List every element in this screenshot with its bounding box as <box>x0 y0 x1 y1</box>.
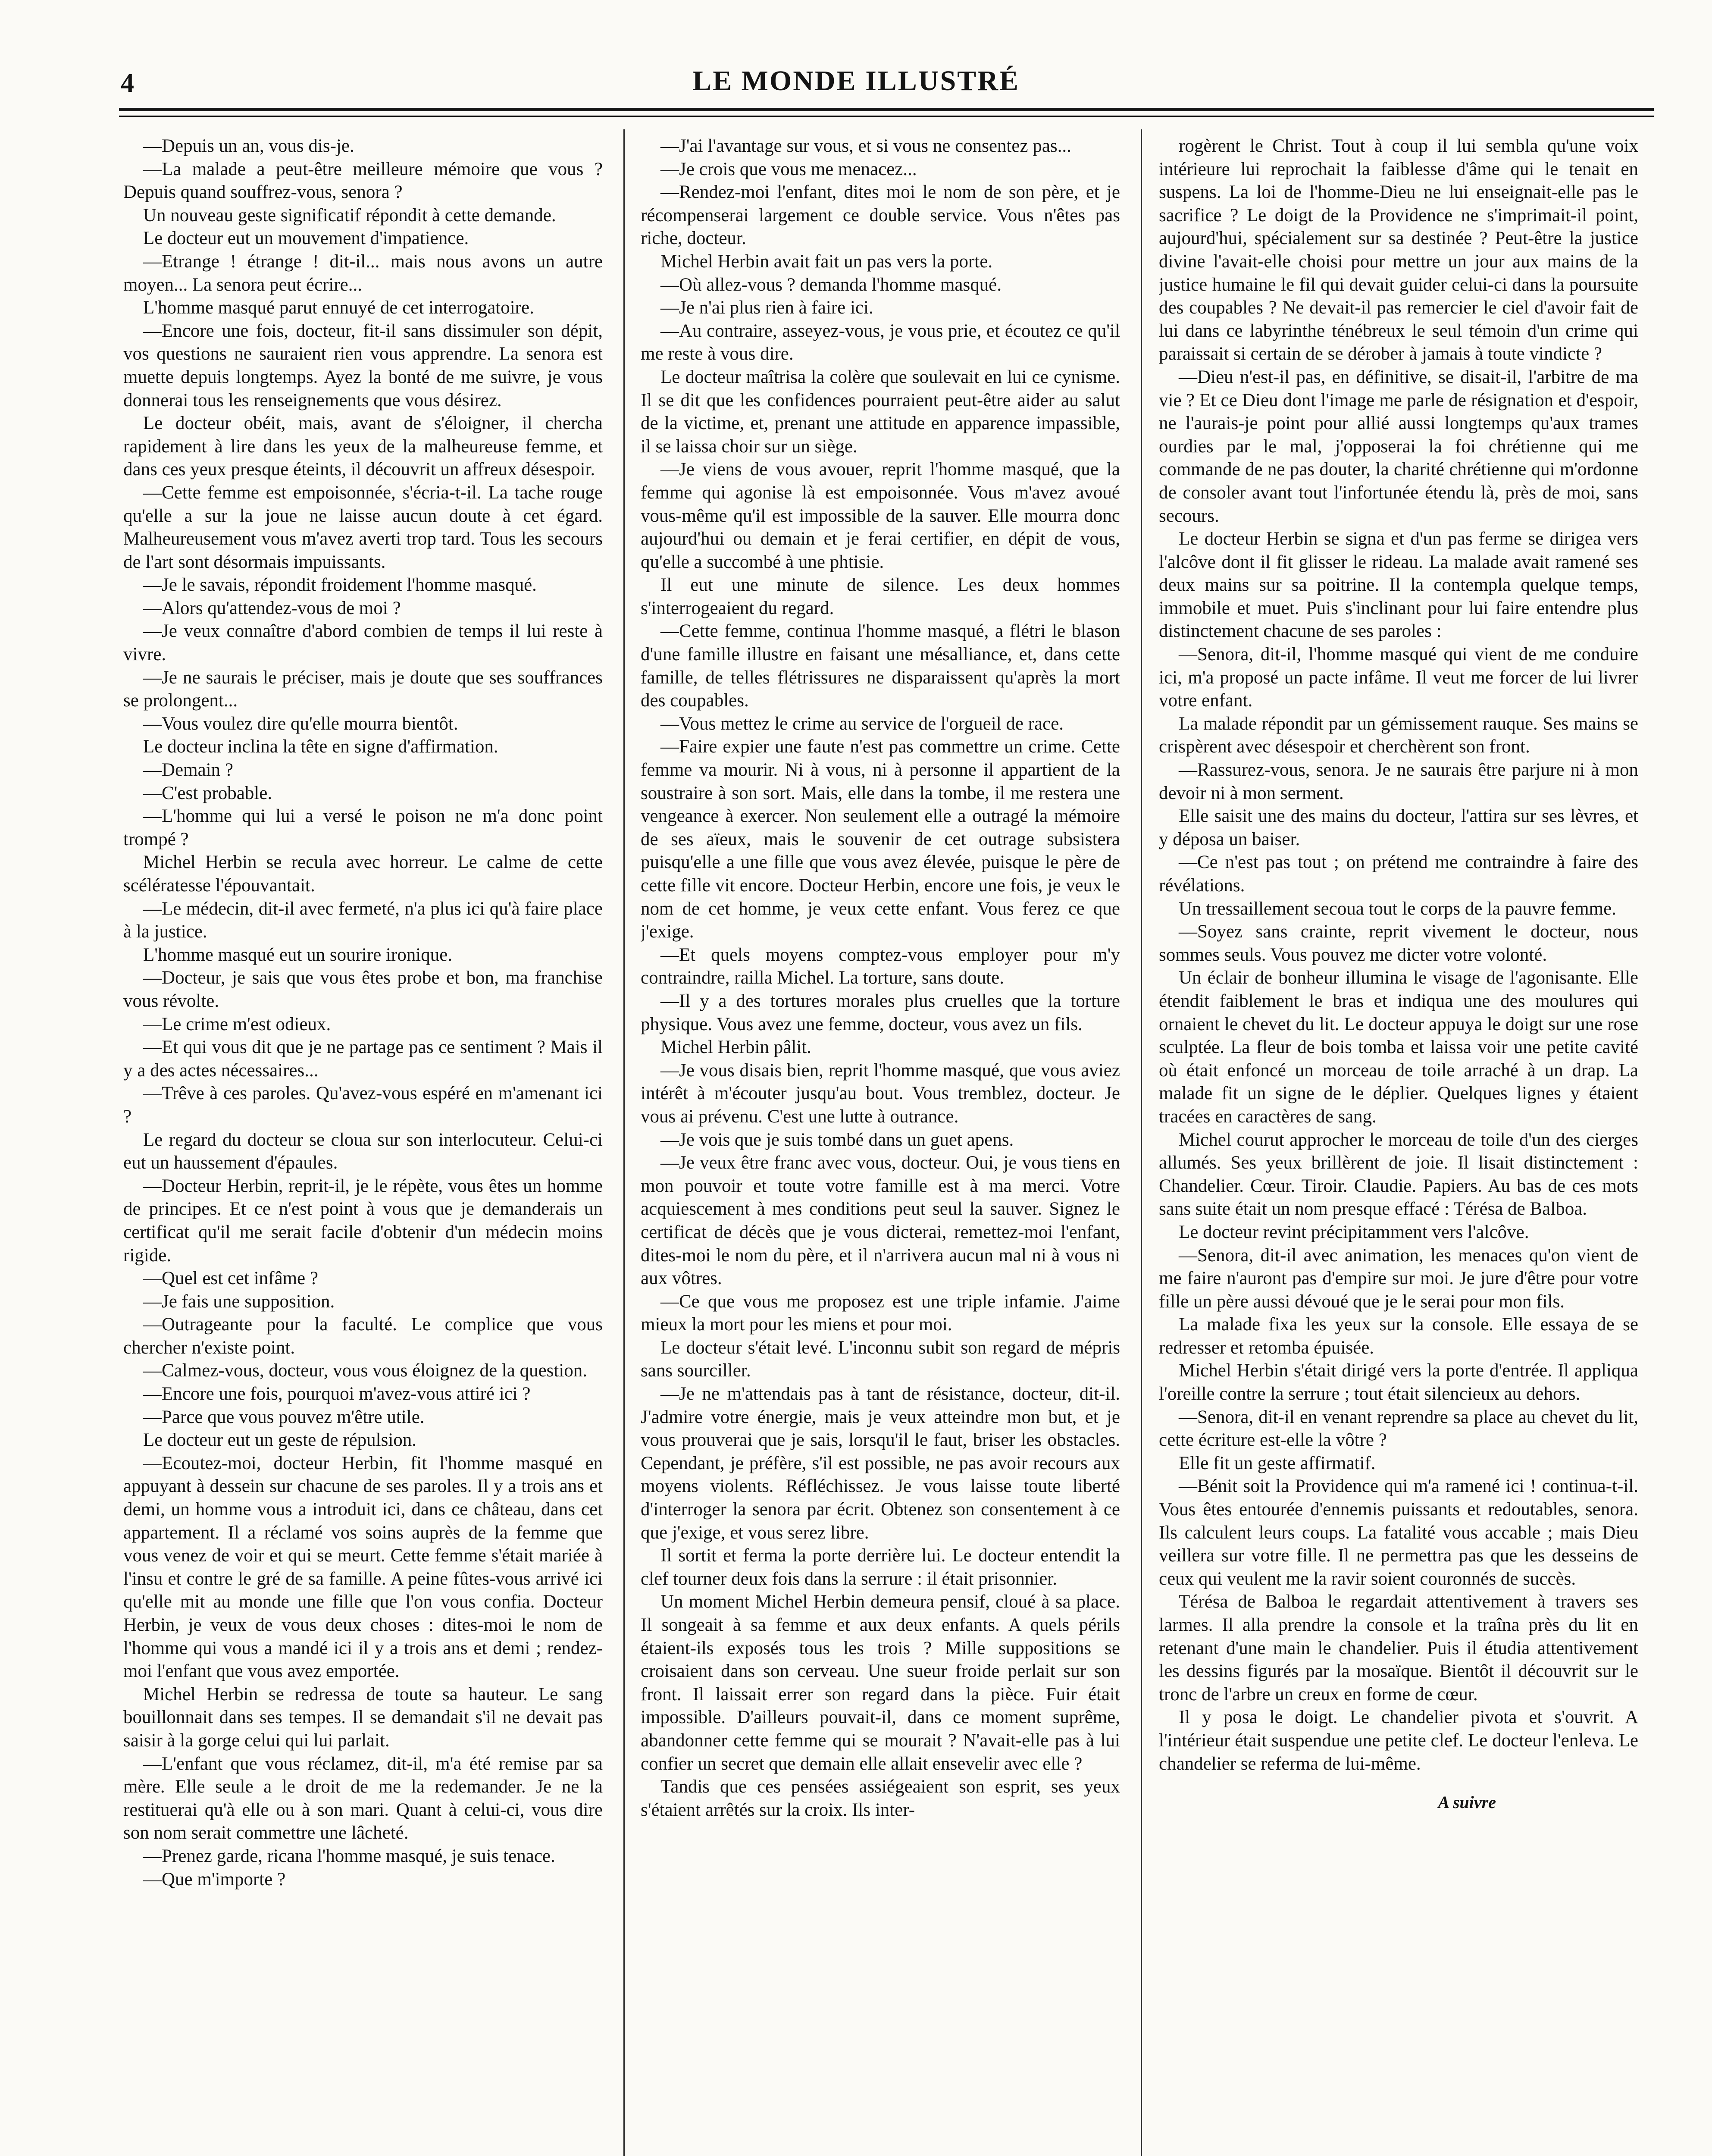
paragraph: —Je fais une supposition. <box>143 1291 335 1312</box>
paragraph: —Quel est cet infâme ? <box>143 1268 318 1289</box>
paragraph: —Alors qu'attendez-vous de moi ? <box>143 598 401 618</box>
header-rule-thick <box>119 108 1654 111</box>
paragraph: Michel Herbin se redressa de toute sa hauteur. Le sang bouillonnait dans ses tempes. Il se demandait s'il ne devait pas saisir à la gorge celui qui lui parlait. <box>123 1684 603 1751</box>
paragraph: Le docteur maîtrisa la colère que soulevait en lui ce cynisme. Il se dit que les confidences pourraient peut-être aider au salut de la victime, et, prenant une attitude en apparence impassible, il se laissa choir sur un siège. <box>641 367 1120 457</box>
paragraph: —Rassurez-vous, senora. Je ne saurais être parjure ni à mon devoir ni à mon serment. <box>1159 760 1638 803</box>
paragraph: Le docteur eut un geste de répulsion. <box>143 1430 417 1451</box>
page-number: 4 <box>121 69 134 98</box>
paragraph: Michel Herbin pâlit. <box>660 1037 811 1058</box>
paragraph: —Le crime m'est odieux. <box>143 1014 331 1034</box>
masthead-title: LE MONDE ILLUSTRÉ <box>692 65 1020 97</box>
paragraph: —Que m'importe ? <box>143 1869 286 1890</box>
paragraph: —Et qui vous dit que je ne partage pas ce sentiment ? Mais il y a des actes nécessaires... <box>123 1037 603 1081</box>
paragraph: Un éclair de bonheur illumina le visage de l'agonisante. Elle étendit faiblement le bras et indiqua une des moulures qui ornaient le chevet du lit. Le docteur appuya le doigt sur une rose sculptée. La fleur de bois tomba et laissa voir une petite cavité où était enfoncé un morceau de toile arraché à un drap. La malade fit un signe de le déplier. Quelques lignes y étaient tracées en caractères de sang. <box>1159 968 1638 1127</box>
paragraph: La malade répondit par un gémissement rauque. Ses mains se crispèrent avec désespoir et cherchèrent son front. <box>1159 713 1638 757</box>
paragraph: —Soyez sans crainte, reprit vivement le docteur, nous sommes seuls. Vous pouvez me dicter votre volonté. <box>1159 921 1638 965</box>
paragraph: Le docteur inclina la tête en signe d'affirmation. <box>143 736 498 757</box>
paragraph: —Ce n'est pas tout ; on prétend me contraindre à faire des révélations. <box>1159 852 1638 896</box>
paragraph: —Je ne m'attendais pas à tant de résistance, docteur, dit-il. J'admire votre énergie, mais je veux atteindre mon but, et je vous prouverai que je sais, lorsqu'il le faut, briser les obstacles. Cependant, je préfère, s'il est possible, ne pas avoir recours aux moyens violents. Réfléchissez. Je vous laisse toute liberté d'interroger la senora par écrit. Obtenez son consentement à ce que j'exige, et vous serez libre. <box>641 1384 1120 1543</box>
paragraph: —Bénit soit la Providence qui m'a ramené ici ! continua-t-il. Vous êtes entourée d'ennemis puissants et redoutables, senora. Ils calculent leurs coups. La fatalité vous accable ; mais Dieu veillera sur votre fille. Il ne permettra pas que les desseins de ceux qui veulent me la ravir soient couronnés de succès. <box>1159 1476 1638 1589</box>
paragraph: —Au contraire, asseyez-vous, je vous prie, et écoutez ce qu'il me reste à vous dire. <box>641 320 1120 364</box>
paragraph: —Outrageante pour la faculté. Le complice que vous chercher n'existe point. <box>123 1314 603 1358</box>
paragraph: —Trêve à ces paroles. Qu'avez-vous espéré en m'amenant ici ? <box>123 1083 603 1127</box>
paragraph: —Senora, dit-il avec animation, les menaces qu'on vient de me faire n'auront pas d'empire sur moi. Je jure d'être pour votre fille un père aussi dévoué que je le serai pour mon fils. <box>1159 1245 1638 1312</box>
paragraph: Le regard du docteur se cloua sur son interlocuteur. Celui-ci eut un haussement d'épaules. <box>123 1129 603 1173</box>
paragraph: Le docteur s'était levé. L'inconnu subit son regard de mépris sans sourciller. <box>641 1337 1120 1381</box>
paragraph: —Où allez-vous ? demanda l'homme masqué. <box>660 274 1002 295</box>
paragraph: —Faire expier une faute n'est pas commettre un crime. Cette femme va mourir. Ni à vous, ni à personne il appartient de la soustraire à son sort. Mais, elle dans la tombe, il me restera une vengeance à exercer. Non seulement elle a outragé la mémoire de ses aïeux, mais le souvenir de cet outrage subsistera puisqu'elle a une fille que vous avez élevée, puisque le père de cette fille vit encore. Docteur Herbin, encore une fois, je veux le nom de cet homme, je veux cette enfant. Vous ferez ce que j'exige. <box>641 736 1120 942</box>
paragraph: —Docteur Herbin, reprit-il, je le répète, vous êtes un homme de principes. Et ce n'est point à vous que je demanderais un certificat qu'il me serait facile d'obtenir d'un médecin moins rigide. <box>123 1175 603 1266</box>
paragraph: Le docteur obéit, mais, avant de s'éloigner, il chercha rapidement à lire dans les yeux de la malheureuse femme, et dans ces yeux presque éteints, il découvrit un affreux désespoir. <box>123 413 603 480</box>
paragraph: Elle fit un geste affirmatif. <box>1179 1453 1376 1473</box>
paragraph: —Depuis un an, vous dis-je. <box>143 136 354 156</box>
paragraph: —Je viens de vous avouer, reprit l'homme masqué, que la femme qui agonise là est empoisonnée. Vous m'avez avoué vous-même qu'il est impossible de la sauver. Elle mourra donc aujourd'hui ou demain et je ferai certifier, en dépit de vous, qu'elle a succombé à une phtisie. <box>641 459 1120 572</box>
paragraph: —C'est probable. <box>143 783 272 803</box>
paragraph: Michel courut approcher le morceau de toile d'un des cierges allumés. Ses yeux brillèrent de joie. Il lisait distinctement : Chandelier. Cœur. Tiroir. Claudie. Papiers. Au bas de ces mots sans suite était un nom presque effacé : Térésa de Balboa. <box>1159 1129 1638 1219</box>
paragraph: —Je crois que vous me menacez... <box>660 159 917 179</box>
paragraph: —Docteur, je sais que vous êtes probe et bon, ma franchise vous révolte. <box>123 968 603 1011</box>
paragraph: —Et quels moyens comptez-vous employer pour m'y contraindre, railla Michel. La torture, sans doute. <box>641 944 1120 988</box>
paragraph: —La malade a peut-être meilleure mémoire que vous ? Depuis quand souffrez-vous, senora ? <box>123 159 603 203</box>
paragraph: Michel Herbin s'était dirigé vers la porte d'entrée. Il appliqua l'oreille contre la serrure ; tout était silencieux au dehors. <box>1159 1360 1638 1404</box>
paragraph: —Je le savais, répondit froidement l'homme masqué. <box>143 575 537 595</box>
paragraph: Le docteur Herbin se signa et d'un pas ferme se dirigea vers l'alcôve dont il fit glisser le rideau. La malade avait ramené ses deux mains sur sa poitrine. Il la contempla quelque temps, immobile et muet. Puis s'inclinant pour lui faire entendre plus distinctement chacune de ses paroles : <box>1159 529 1638 642</box>
paragraph: —Vous mettez le crime au service de l'orgueil de race. <box>660 713 1064 734</box>
column-separator <box>623 129 625 2156</box>
paragraph: Tandis que ces pensées assiégeaient son esprit, ses yeux s'étaient arrêtés sur la croix. Ils inter- <box>641 1777 1120 1820</box>
paragraph: Il sortit et ferma la porte derrière lui. Le docteur entendit la clef tourner deux fois dans la serrure : il était prisonnier. <box>641 1545 1120 1589</box>
text-column-3 <box>1159 135 1638 2156</box>
paragraph: —Senora, dit-il en venant reprendre sa place au chevet du lit, cette écriture est-elle la vôtre ? <box>1159 1407 1638 1451</box>
paragraph: Le docteur revint précipitamment vers l'alcôve. <box>1179 1222 1529 1242</box>
paragraph: —Il y a des tortures morales plus cruelles que la torture physique. Vous avez une femme, docteur, vous avez un fils. <box>641 990 1120 1034</box>
paragraph: rogèrent le Christ. Tout à coup il lui sembla qu'une voix intérieure lui reprochait la faiblesse d'âme qui le tenait en suspens. La loi de l'homme-Dieu ne lui enseignait-elle pas le sacrifice ? Le doigt de la Providence ne s'imprimait-il point, aujourd'hui, spécialement sur sa destinée ? Peut-être la justice divine l'avait-elle choisi pour mettre un jour aux mains de la justice humaine le fil qui devait guider celui-ci dans la poursuite des coupables ? Ne devait-il pas remercier le ciel d'avoir fait de lui dans ce labyrinthe ténébreux le seul témoin d'un crime qui paraissait si certain de se dérober à jamais à toute vindicte ? <box>1159 136 1638 364</box>
paragraph: Le docteur eut un mouvement d'impatience. <box>143 228 469 249</box>
continued-note: A suivre <box>1438 1792 1496 1812</box>
paragraph: Un moment Michel Herbin demeura pensif, cloué à sa place. Il songeait à sa femme et aux deux enfants. A quels périls étaient-ils exposés tous les trois ? Mille suppositions se croisaient dans son cerveau. Une sueur froide perlait sur son front. Il laissait errer son regard dans la pièce. Fuir était impossible. D'ailleurs pouvait-il, dans ce moment suprême, abandonner cette femme qui se mourait ? N'avait-elle pas à lui confier un secret que demain elle allait ensevelir avec elle ? <box>641 1592 1120 1774</box>
paragraph: —Ce que vous me proposez est une triple infamie. J'aime mieux la mort pour les miens et pour moi. <box>641 1291 1120 1335</box>
paragraph: La malade fixa les yeux sur la console. Elle essaya de se redresser et retomba épuisée. <box>1159 1314 1638 1358</box>
paragraph: Térésa de Balboa le regardait attentivement à travers ses larmes. Il alla prendre la console et la traîna près du lit en retenant d'une main le chandelier. Puis il étudia attentivement les dessins figurés par la mosaïque. Bientôt il découvrit sur le tronc de l'arbre un creux en forme de cœur. <box>1159 1592 1638 1705</box>
paragraph: —Je ne saurais le préciser, mais je doute que ses souffrances se prolongent... <box>123 667 603 711</box>
paragraph: —Encore une fois, docteur, fit-il sans dissimuler son dépit, vos questions ne sauraient rien vous apprendre. La senora est muette depuis longtemps. Ayez la bonté de me suivre, je vous donnerai tous les renseignements que vous désirez. <box>123 320 603 411</box>
paragraph: —Je vous disais bien, reprit l'homme masqué, que vous aviez intérêt à m'écouter jusqu'au bout. Vous tremblez, docteur. Je vous ai prévenu. C'est une lutte à outrance. <box>641 1060 1120 1127</box>
paragraph: L'homme masqué eut un sourire ironique. <box>143 944 453 965</box>
paragraph: —Je vois que je suis tombé dans un guet apens. <box>660 1129 1014 1150</box>
paragraph: —J'ai l'avantage sur vous, et si vous ne consentez pas... <box>660 136 1071 156</box>
paragraph: —Senora, dit-il, l'homme masqué qui vient de me conduire ici, m'a proposé un pacte infâme. Il veut me forcer de lui livrer votre enfant. <box>1159 644 1638 711</box>
paragraph: Un nouveau geste significatif répondit à cette demande. <box>143 205 556 226</box>
paragraph: —Calmez-vous, docteur, vous vous éloignez de la question. <box>143 1360 588 1381</box>
paragraph: Il eut une minute de silence. Les deux hommes s'interrogeaient du regard. <box>641 575 1120 618</box>
paragraph: —Je veux connaître d'abord combien de temps il lui reste à vivre. <box>123 621 603 665</box>
paragraph: Elle saisit une des mains du docteur, l'attira sur ses lèvres, et y déposa un baiser. <box>1159 806 1638 849</box>
paragraph: —Ecoutez-moi, docteur Herbin, fit l'homme masqué en appuyant à dessein sur chacune de ses paroles. Il y a trois ans et demi, un homme vous a introduit ici, dans ce château, dans cet appartement. Il a réclamé vos soins auprès de la femme que vous venez de voir et qui se meurt. Cette femme s'était mariée à l'insu et contre le gré de sa famille. A peine fûtes-vous arrivé ici qu'elle mit au monde une fille que l'on vous confia. Docteur Herbin, je veux de vous deux choses : dites-moi le nom de l'homme qui vous a mandé ici il y a trois ans et demi ; rendez-moi l'enfant que vous avez emportée. <box>123 1453 603 1682</box>
paragraph: —Je veux être franc avec vous, docteur. Oui, je vous tiens en mon pouvoir et toute votre famille est à ma merci. Votre acquiescement à mes conditions peut seul la sauver. Signez le certificat de décès que je vous dicterai, remettez-moi l'enfant, dites-moi le nom du père, et il n'arrivera aucun mal ni à vous ni aux vôtres. <box>641 1153 1120 1289</box>
paragraph: —Etrange ! étrange ! dit-il... mais nous avons un autre moyen... La senora peut écrire... <box>123 251 603 295</box>
paragraph: —Rendez-moi l'enfant, dites moi le nom de son père, et je récompenserai largement ce double service. Vous n'êtes pas riche, docteur. <box>641 182 1120 249</box>
paragraph: —L'homme qui lui a versé le poison ne m'a donc point trompé ? <box>123 806 603 849</box>
paragraph: Michel Herbin se recula avec horreur. Le calme de cette scélératesse l'épouvantait. <box>123 852 603 896</box>
paragraph: —Cette femme, continua l'homme masqué, a flétri le blason d'une famille illustre en faisant une mésalliance, et, dans cette famille, de telles flétrissures ne disparaissent qu'après la mort des coupables. <box>641 621 1120 711</box>
paragraph: —Vous voulez dire qu'elle mourra bientôt. <box>143 713 458 734</box>
paragraph: —Prenez garde, ricana l'homme masqué, je suis tenace. <box>143 1846 555 1866</box>
paragraph: —Encore une fois, pourquoi m'avez-vous attiré ici ? <box>143 1384 531 1404</box>
paragraph: —Je n'ai plus rien à faire ici. <box>660 298 873 318</box>
paragraph: —Dieu n'est-il pas, en définitive, se disait-il, l'arbitre de ma vie ? Et ce Dieu dont l'image me parle de résignation et d'espoir, ne l'aurais-je point pour allié aussi longtemps qu'aux trames ourdies par le mal, j'opposerai la foi chrétienne qui me commande de ne pas douter, la charité chrétienne qui m'ordonne de consoler avant tout l'infortunée étendu là, près de moi, sans secours. <box>1159 367 1638 526</box>
header-rule-thin <box>119 116 1654 117</box>
paragraph: —L'enfant que vous réclamez, dit-il, m'a été remise par sa mère. Elle seule a le droit de me la redemander. Je ne la restituerai qu'à elle ou à son mari. Quant à celui-ci, vous dire son nom serait commettre une lâcheté. <box>123 1753 603 1843</box>
paragraph: Michel Herbin avait fait un pas vers la porte. <box>660 251 993 272</box>
text-column-2 <box>641 135 1120 2156</box>
paragraph: —Demain ? <box>143 760 233 780</box>
paragraph: —Cette femme est empoisonnée, s'écria-t-il. La tache rouge qu'elle a sur la joue ne laisse aucun doute à cet égard. Malheureusement vous m'avez averti trop tard. Tous les secours de l'art sont désormais impuissants. <box>123 482 603 572</box>
column-separator <box>1141 129 1142 2156</box>
text-column-1 <box>123 135 603 2156</box>
paragraph: —Parce que vous pouvez m'être utile. <box>143 1407 425 1427</box>
paragraph: Il y posa le doigt. Le chandelier pivota et s'ouvrit. A l'intérieur était suspendue une petite clef. Le docteur l'enleva. Le chandelier se referma de lui-même. <box>1159 1707 1638 1774</box>
paragraph: —Le médecin, dit-il avec fermeté, n'a plus ici qu'à faire place à la justice. <box>123 898 603 942</box>
paragraph: L'homme masqué parut ennuyé de cet interrogatoire. <box>143 298 534 318</box>
paragraph: Un tressaillement secoua tout le corps de la pauvre femme. <box>1179 898 1616 919</box>
